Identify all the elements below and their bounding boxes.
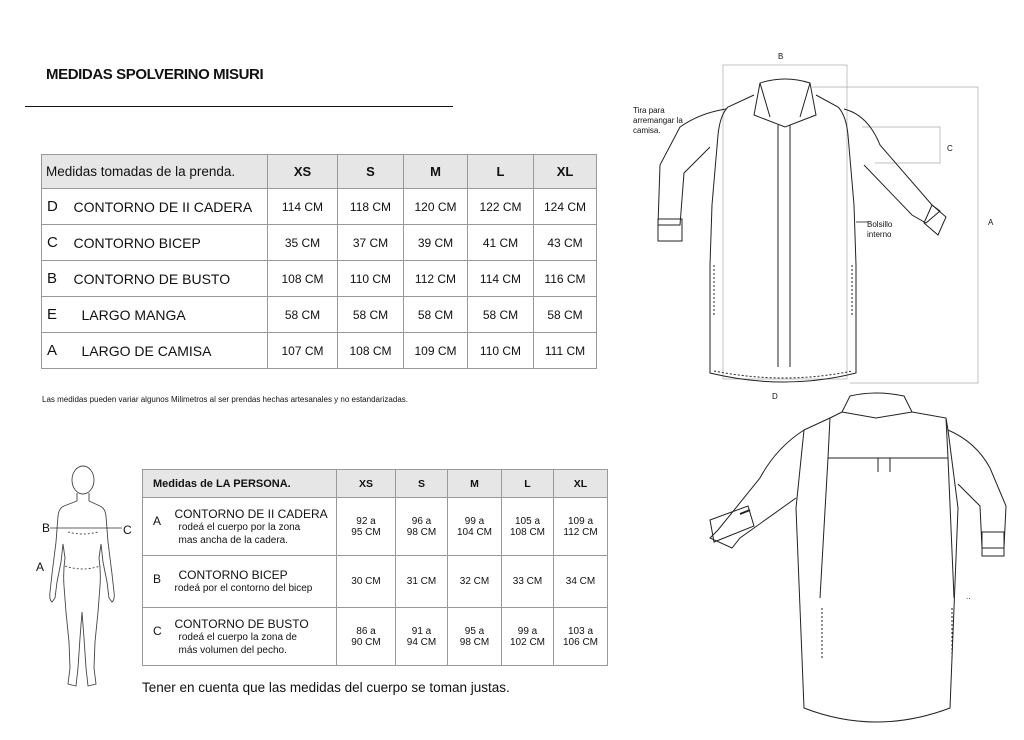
table-cell: 32 CM [448, 556, 502, 608]
row-name-cell [171, 498, 337, 556]
table-row [143, 608, 608, 666]
table-row [42, 225, 597, 261]
table-cell: 34 CM [554, 556, 608, 608]
size-header: M [404, 155, 468, 189]
table-cell: 120 CM [404, 189, 468, 225]
row-code: E [42, 297, 70, 333]
table-cell: 108 CM [268, 261, 338, 297]
cell-line: 94 CM [406, 636, 437, 648]
table-cell: 111 CM [534, 333, 597, 369]
bolsillo-annotation [867, 220, 892, 240]
row-name: CONTORNO BICEP [70, 225, 268, 261]
cell-line: 112 CM [563, 526, 598, 538]
cell-line: 108 CM [510, 526, 546, 538]
title-underline [25, 106, 453, 107]
header-label: Medidas de LA PERSONA. [143, 470, 337, 498]
table-row [42, 297, 597, 333]
row-description: mas ancha de la cadera. [178, 534, 289, 546]
table-cell: 110 CM [338, 261, 404, 297]
table-cell: 107 CM [268, 333, 338, 369]
annotation-line: Tira para [633, 106, 665, 115]
row-description: rodeá por el contorno del bicep [174, 583, 313, 594]
cell-line: 109 a [568, 515, 594, 527]
cell-line: 98 CM [406, 526, 437, 538]
table-header-row [143, 470, 608, 498]
table-cell [337, 498, 396, 556]
size-header: L [468, 155, 534, 189]
table-cell: 39 CM [404, 225, 468, 261]
garment-back-drawing [700, 388, 1020, 738]
cell-line: 90 CM [351, 636, 381, 648]
garment-front-drawing [640, 55, 1000, 395]
annotation-line: camisa. [633, 126, 661, 135]
size-header: XS [268, 155, 338, 189]
row-name: LARGO DE CAMISA [70, 333, 268, 369]
table-cell: 108 CM [338, 333, 404, 369]
size-header: XS [337, 470, 396, 498]
table-cell: 122 CM [468, 189, 534, 225]
cell-line: 102 CM [510, 636, 546, 648]
table-cell: 41 CM [468, 225, 534, 261]
figure-label-b: B [42, 521, 51, 535]
cell-line: 106 CM [563, 636, 599, 648]
table-cell: 43 CM [534, 225, 597, 261]
table-cell: 109 CM [404, 333, 468, 369]
row-name: CONTORNO DE BUSTO [70, 261, 268, 297]
figure-label-c: C [123, 523, 132, 537]
annotation-line: Bolsillo [867, 220, 893, 229]
drawing-label-d: D [772, 392, 778, 401]
table-cell [396, 608, 448, 666]
size-header: M [448, 470, 502, 498]
row-code: C [42, 225, 70, 261]
person-measurements-table [142, 469, 608, 666]
cell-line: 91 a [411, 625, 432, 637]
table-row [42, 333, 597, 369]
table-cell [502, 608, 554, 666]
row-name-cell [171, 608, 337, 666]
table-cell: 114 CM [268, 189, 338, 225]
row-description: más volumen del pecho. [178, 644, 287, 656]
table-cell: 35 CM [268, 225, 338, 261]
cell-line: 99 a [517, 625, 538, 637]
row-description: rodeá el cuerpo la zona de [178, 631, 297, 643]
table-cell [502, 498, 554, 556]
row-name-cell [171, 556, 337, 608]
size-header: XL [554, 470, 608, 498]
dots-annotation: .. [966, 592, 971, 601]
table-cell: 118 CM [338, 189, 404, 225]
table-cell: 37 CM [338, 225, 404, 261]
cell-line: 86 a [356, 625, 376, 637]
size-header: S [338, 155, 404, 189]
table-cell: 33 CM [502, 556, 554, 608]
row-code: A [143, 498, 171, 556]
table-cell [554, 608, 608, 666]
table-row [143, 498, 608, 556]
cell-line: 103 a [568, 625, 594, 637]
table-cell: 110 CM [468, 333, 534, 369]
cell-line: 99 a [464, 515, 485, 527]
table-cell [448, 608, 502, 666]
drawing-label-b: B [778, 52, 784, 61]
row-name: LARGO MANGA [70, 297, 268, 333]
figure-label-a: A [36, 560, 45, 574]
table-cell: 114 CM [468, 261, 534, 297]
annotation-line: arremangar la [633, 116, 683, 125]
garment-note: Las medidas pueden variar algunos Milimetros al ser prendas hechas artesanales y no estandarizadas. [42, 395, 408, 404]
cell-line: 95 a [464, 625, 485, 637]
table-cell [337, 608, 396, 666]
person-note: Tener en cuenta que las medidas del cuerpo se toman justas. [142, 680, 510, 695]
cell-line: 104 CM [457, 526, 493, 538]
annotation-line: interno [867, 230, 892, 239]
row-code: B [42, 261, 70, 297]
cell-line: 92 a [356, 515, 376, 527]
table-cell: 116 CM [534, 261, 597, 297]
row-name: CONTORNO DE II CADERA [70, 189, 268, 225]
table-cell [448, 498, 502, 556]
table-row [42, 189, 597, 225]
table-cell [396, 498, 448, 556]
table-cell: 124 CM [534, 189, 597, 225]
cell-line: 95 CM [351, 526, 381, 538]
table-cell: 58 CM [338, 297, 404, 333]
row-description: rodeá el cuerpo por la zona [178, 521, 301, 533]
table-cell: 112 CM [404, 261, 468, 297]
page-title: MEDIDAS SPOLVERINO MISURI [46, 66, 264, 83]
cell-line: 105 a [515, 515, 541, 527]
drawing-label-c: C [947, 144, 953, 153]
row-code: A [42, 333, 70, 369]
header-label: Medidas tomadas de la prenda. [42, 155, 268, 189]
cell-line: 98 CM [459, 636, 490, 648]
table-cell: 58 CM [534, 297, 597, 333]
tira-annotation [633, 106, 683, 136]
table-cell: 58 CM [268, 297, 338, 333]
row-name: CONTORNO DE BUSTO [174, 616, 309, 631]
garment-measurements-table [41, 154, 597, 369]
size-header: L [502, 470, 554, 498]
table-cell [554, 498, 608, 556]
row-name: CONTORNO DE II CADERA [174, 506, 328, 521]
table-cell: 58 CM [468, 297, 534, 333]
table-row [42, 261, 597, 297]
row-code: C [143, 608, 171, 666]
body-figure-illustration [30, 462, 130, 696]
table-header-row [42, 155, 597, 189]
size-header: XL [534, 155, 597, 189]
row-name: CONTORNO BICEP [178, 568, 288, 582]
table-cell: 31 CM [396, 556, 448, 608]
row-code: B [143, 556, 171, 608]
table-cell: 30 CM [337, 556, 396, 608]
table-cell: 58 CM [404, 297, 468, 333]
size-header: S [396, 470, 448, 498]
cell-line: 96 a [411, 515, 432, 527]
row-code: D [42, 189, 70, 225]
drawing-label-a: A [988, 218, 994, 227]
table-row [143, 556, 608, 608]
